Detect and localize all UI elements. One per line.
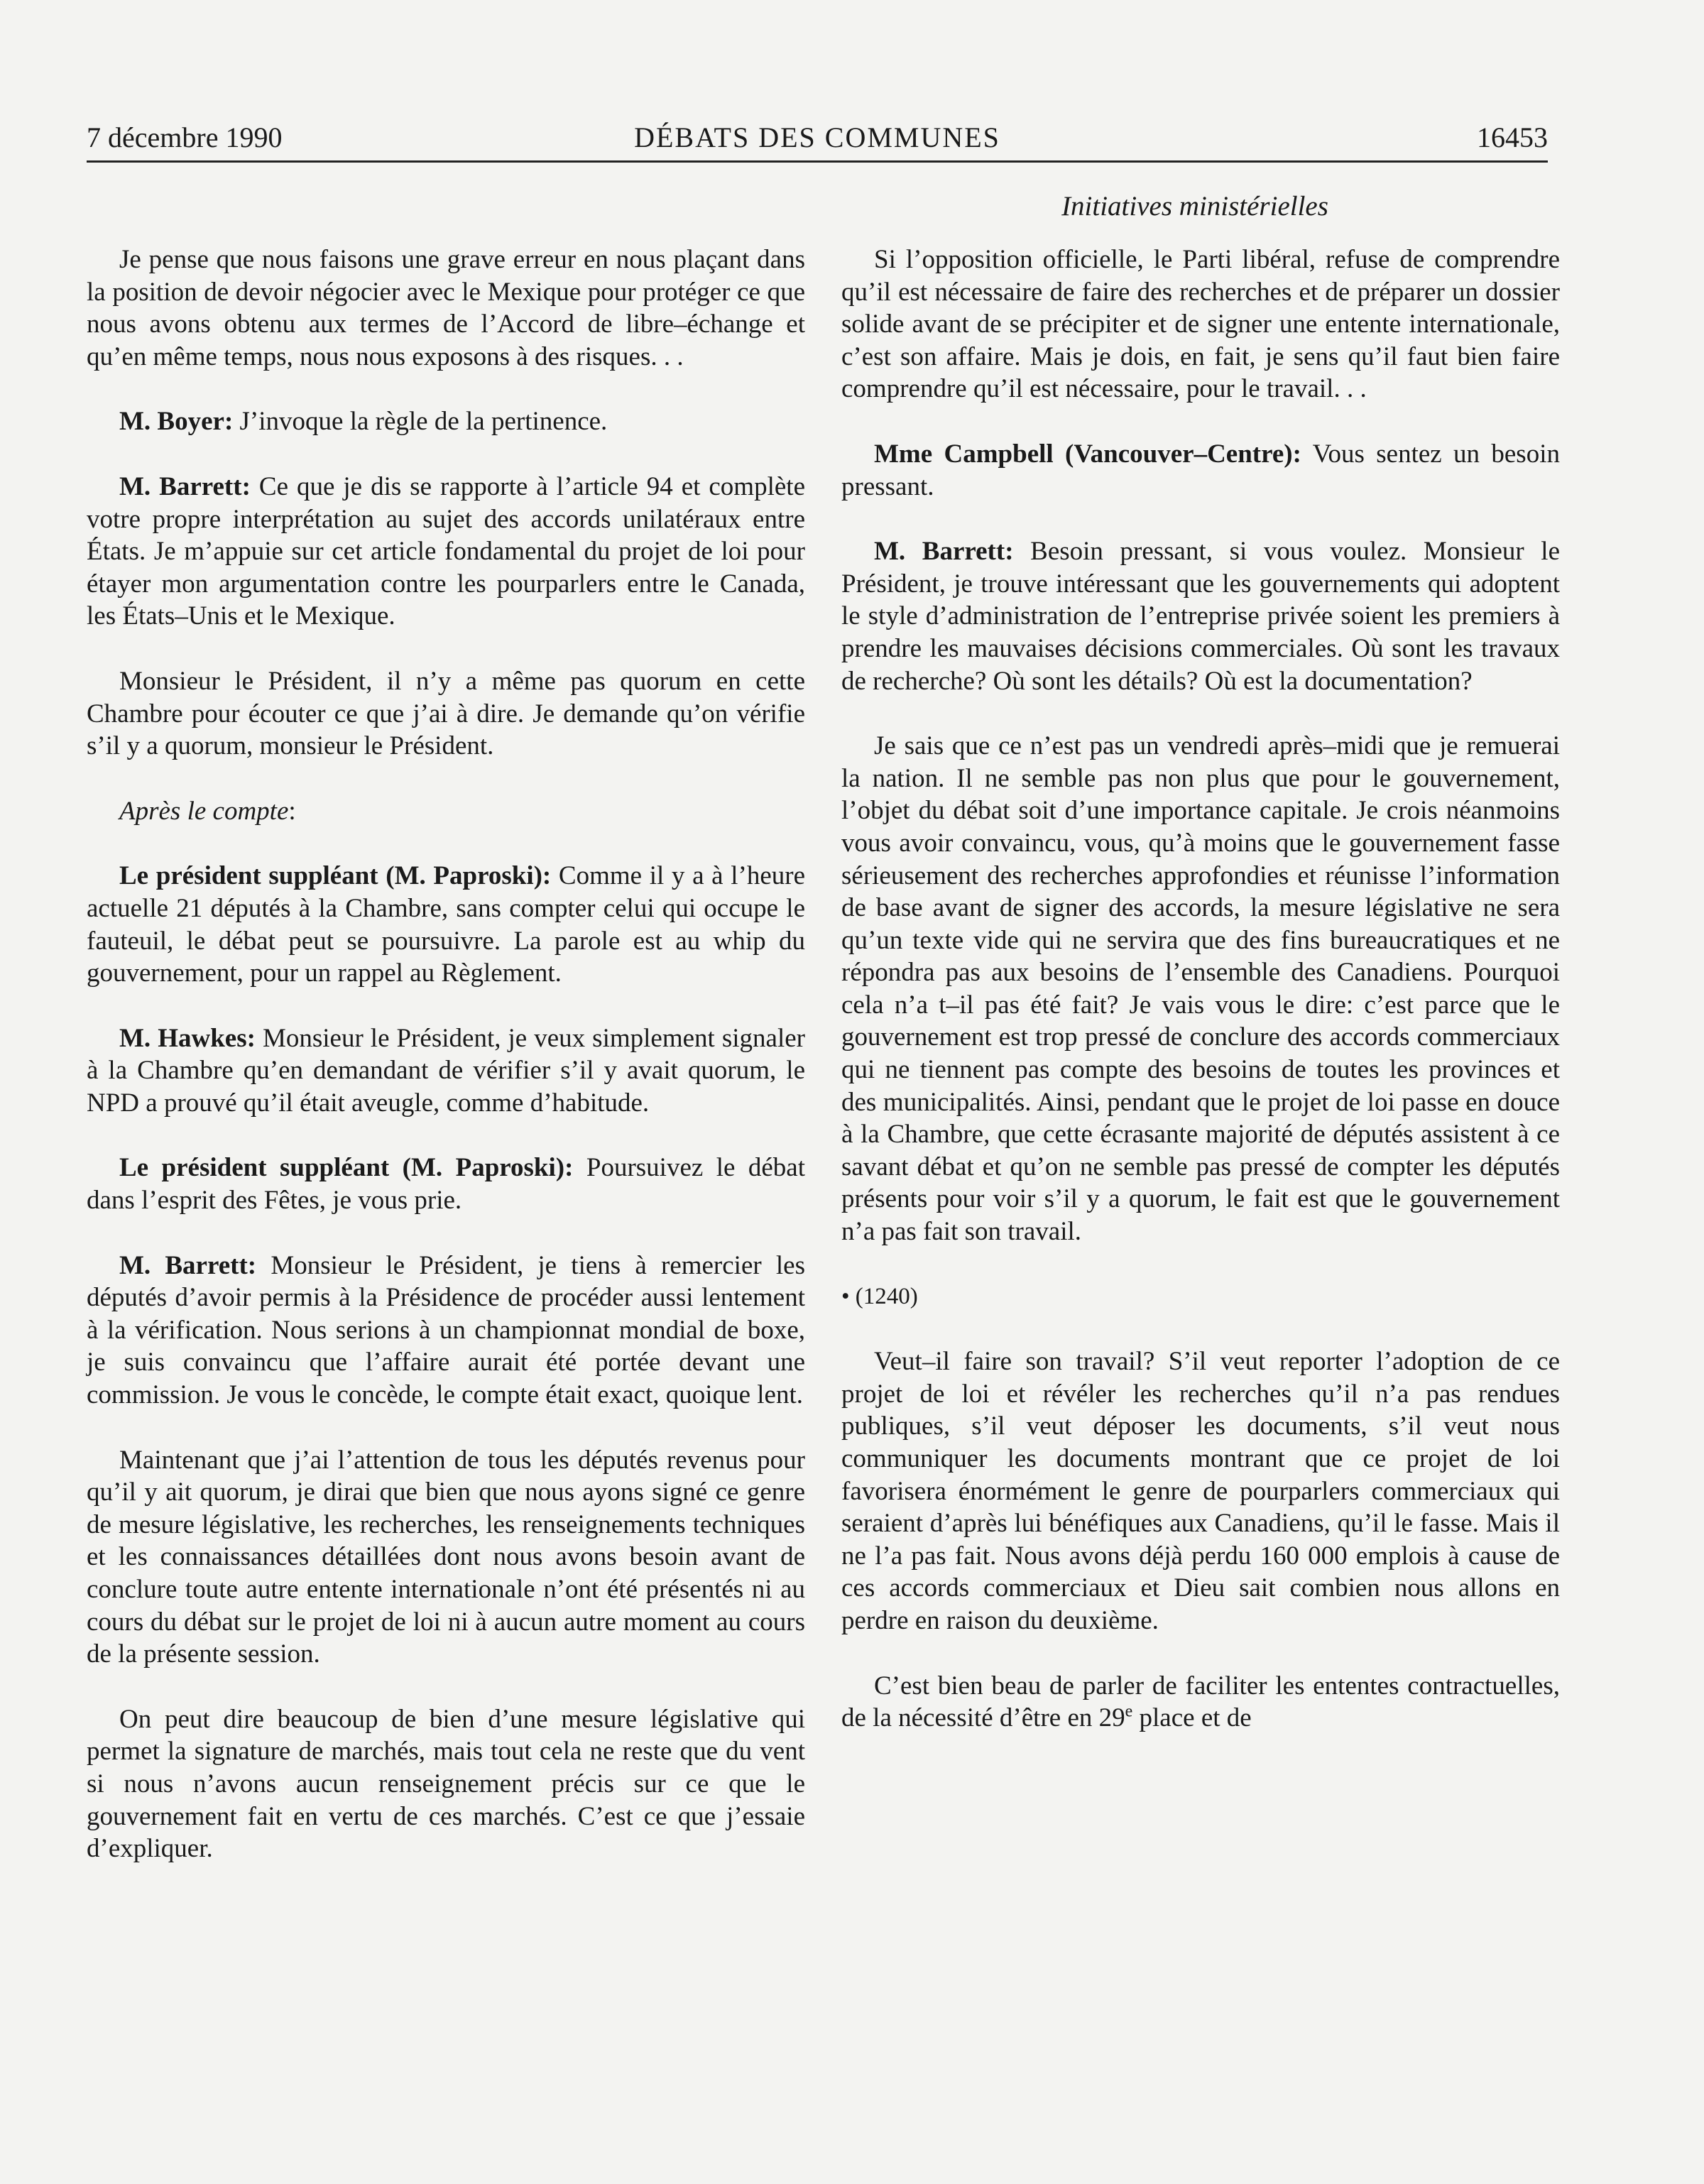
left-column	[87, 244, 805, 1898]
procedural-note-text: Après le compte	[119, 796, 289, 826]
paragraph: Maintenant que j’ai l’attention de tous les députés revenus pour qu’il y ait quorum, je dirai que bien que nous ayons signé ce genre de mesure législative, les recherches, les renseignements techniques et les connaissances détaillées dont nous avons besoin avant de conclure toute autre entente internationale n’ont été présentés ni au cours du débat sur le projet de loi ni à aucun autre moment au cours de la présente session.	[87, 1445, 805, 1669]
page-header	[87, 116, 1548, 163]
speaker-name: M. Hawkes:	[119, 1023, 256, 1053]
page-number: 16453	[1477, 121, 1548, 153]
procedural-note	[87, 795, 805, 828]
speech-text: Comme il y a à l’heure actuelle 21 députés à la Chambre, sans compter celui qui occupe le fauteuil, le débat peut se poursuivre. La parole est au whip du gouvernement, pour un rappel au Règlement.	[87, 861, 805, 988]
speech-text: Ce que je dis se rapporte à l’article 94 et complète votre propre interprétation au sujet des accords unilatéraux entre États. Je m’appuie sur cet article fondamental du projet de loi pour étayer mon argumentation contre les pourparlers entre le Canada, les États–Unis et le Mexique.	[87, 471, 805, 631]
right-column	[841, 244, 1560, 1767]
speaker-name: Le président suppléant (M. Paproski):	[119, 861, 552, 891]
speech-paragraph	[87, 471, 805, 633]
speech-paragraph	[87, 1152, 805, 1216]
paragraph	[841, 1670, 1560, 1735]
speaker-name: M. Barrett:	[119, 1250, 257, 1280]
paragraph: Monsieur le Président, il n’y a même pas quorum en cette Chambre pour écouter ce que j’ai à dire. Je demande qu’on vérifie s’il y a quorum, monsieur le Président.	[87, 666, 805, 761]
speech-text: Besoin pressant, si vous voulez. Monsieur le Président, je trouve intéressant que les gouvernements qui adoptent le style d’administration de l’entreprise privée soient les premiers à prendre les mauvaises décisions commerciales. Où sont les travaux de recherche? Où sont les détails? Où est la documentation?	[841, 537, 1561, 696]
speech-paragraph	[87, 1250, 805, 1412]
paragraph: Veut–il faire son travail? S’il veut reporter l’adoption de ce projet de loi et révéler les recherches qu’il n’a pas rendues publiques, s’il veut déposer les documents, s’il veut nous communiquer les documents montrant que ce projet de loi favorisera énormément le genre de pourparlers commerciaux qui seraient d’après lui bénéfiques aux Canadiens, qu’il le fasse. Mais il ne l’a pas fait. Nous avons déjà perdu 160 000 emplois à cause de ces accords commerciaux et Dieu sait combien nous allons en perdre en raison du deuxième.	[841, 1347, 1560, 1635]
section-heading: Initiatives ministérielles	[1061, 191, 1328, 222]
speech-text: Vous sentez un besoin pressant.	[841, 439, 1560, 501]
speech-paragraph	[87, 1022, 805, 1120]
speaker-name: Le président suppléant (M. Paproski):	[119, 1153, 574, 1183]
speech-text: Monsieur le Président, je tiens à remercier les députés d’avoir permis à la Présidence de procéder aussi lentement à la vérification. Nous serions à un championnat mondial de boxe, je suis convaincu que l’affaire aurait été portée devant une commission. Je vous le concède, le compte était exact, quoique lent.	[87, 1250, 806, 1410]
paragraph: Je pense que nous faisons une grave erreur en nous plaçant dans la position de devoir négocier avec le Mexique pour protéger ce que nous avons obtenu aux termes de l’Accord de libre–échange et qu’en même temps, nous nous exposons à des risques. . .	[87, 245, 805, 371]
speaker-name: M. Barrett:	[119, 471, 251, 501]
speech-text: Poursuivez le débat dans l’esprit des Fêtes, je vous prie.	[87, 1153, 805, 1216]
speech-text: Monsieur le Président, je veux simplement signaler à la Chambre qu’en demandant de vérifier s’il y avait quorum, le NPD a prouvé qu’il était aveugle, comme d’habitude.	[87, 1023, 805, 1118]
time-marker: • (1240)	[841, 1283, 918, 1309]
speech-paragraph	[841, 438, 1560, 503]
superscript: e	[1125, 1702, 1133, 1721]
paragraph: On peut dire beaucoup de bien d’une mesure législative qui permet la signature de marchés, mais tout cela ne reste que du vent si nous n’avons aucun renseignement précis sur ce que le gouvernement fait en vertu de ces marchés. C’est ce que j’essaie d’expliquer.	[87, 1704, 805, 1864]
paragraph-text: C’est bien beau de parler de faciliter les ententes contractuelles, de la nécessité d’être en 29	[841, 1671, 1560, 1733]
speaker-name: M. Barrett:	[874, 537, 1014, 567]
speech-text: J’invoque la règle de la pertinence.	[233, 407, 608, 437]
paragraph: Si l’opposition officielle, le Parti libéral, refuse de comprendre qu’il est nécessaire de faire des recherches et de préparer un dossier solide avant de se précipiter et de signer une entente internationale, c’est son affaire. Mais je dois, en fait, je sens qu’il faut bien faire comprendre qu’il est nécessaire, pour le travail. . .	[841, 245, 1560, 404]
paragraph: Je sais que ce n’est pas un vendredi après–midi que je remuerai la nation. Il ne semble pas non plus que pour le gouvernement, l’objet du débat soit d’une importance capitale. Je crois néanmoins vous avoir convaincu, vous, qu’à moins que le gouvernement fasse sérieusement des recherches approfondies et réunisse l’information de base avant de signer des accords, la mesure législative ne sera qu’un texte vide qui ne servira que des fins bureaucratiques et ne répondra pas aux besoins de l’ensemble des Canadiens. Pourquoi cela n’a t–il pas été fait? Je vais vous le dire: c’est parce que le gouvernement est trop pressé de conclure des accords commerciaux qui ne tiennent pas compte des besoins de toutes les provinces et des municipalités. Ainsi, pendant que le projet de loi passe en douce à la Chambre, que cette écrasante majorité de députés assistent à ce savant débat et qu’on ne semble pas pressé de compter les députés présents pour voir s’il y a quorum, le fait est que le gouvernement n’a pas fait son travail.	[841, 731, 1560, 1247]
procedural-note-colon: :	[288, 796, 296, 826]
speech-paragraph	[841, 535, 1560, 697]
speaker-name: Mme Campbell (Vancouver–Centre):	[874, 439, 1301, 469]
header-date: 7 décembre 1990	[87, 121, 283, 153]
speech-paragraph	[87, 405, 805, 438]
publication-title: DÉBATS DES COMMUNES	[634, 121, 1000, 153]
speaker-name: M. Boyer:	[119, 407, 234, 437]
paragraph-text-end: place et de	[1132, 1703, 1252, 1733]
speech-paragraph	[87, 860, 805, 989]
